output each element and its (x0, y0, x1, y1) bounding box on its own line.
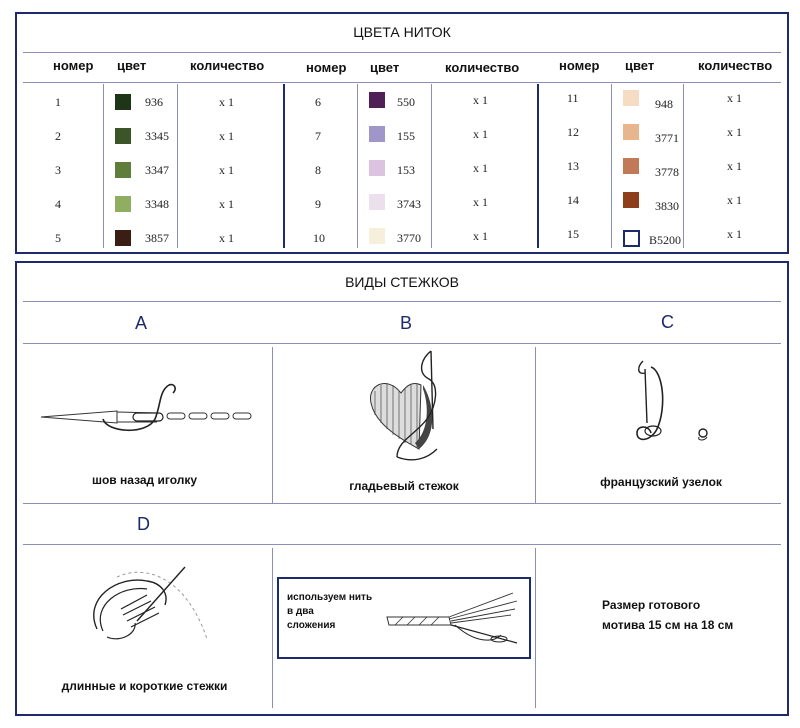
row-number: 12 (567, 125, 579, 139)
row-number: 1 (55, 95, 61, 109)
column-divider (103, 84, 104, 248)
thread-note-text (287, 591, 372, 633)
header-quantity-3: количество (698, 58, 773, 73)
row-number: 8 (315, 163, 321, 177)
color-swatch (623, 192, 639, 208)
quantity: x 1 (219, 231, 234, 245)
color-swatch (115, 196, 131, 212)
color-swatch (623, 230, 640, 247)
quantity: x 1 (473, 127, 488, 141)
quantity: x 1 (727, 193, 742, 207)
header-divider (23, 82, 781, 83)
thread-colors-table (15, 12, 789, 254)
quantity: x 1 (473, 93, 488, 107)
color-code: 155 (397, 129, 415, 143)
stitch-caption-b: гладьевый стежок (349, 479, 459, 493)
thread-note-line: сложения (287, 620, 336, 631)
stitch-caption-c: французский узелок (600, 475, 722, 489)
stitch-letter-a: A (135, 313, 148, 333)
row-number: 2 (55, 129, 61, 143)
stitch-caption-d: длинные и короткие стежки (61, 679, 228, 693)
thread-note-line: в два (287, 606, 314, 617)
column-divider (357, 84, 358, 248)
color-swatch (115, 94, 131, 110)
row-number: 3 (55, 163, 61, 177)
quantity: x 1 (473, 195, 488, 209)
title-divider (23, 52, 781, 53)
row-number: 11 (567, 91, 579, 105)
color-code: 948 (655, 97, 673, 111)
quantity: x 1 (727, 227, 742, 241)
satin-stitch-illustration (357, 345, 467, 465)
stitch-types-title: ВИДЫ СТЕЖКОВ (345, 274, 459, 290)
header-number-2: номер (306, 60, 347, 75)
quantity: x 1 (473, 229, 488, 243)
color-swatch (369, 126, 385, 142)
color-code: 3857 (145, 231, 169, 245)
stitch-letter-c: C (661, 312, 674, 332)
header-quantity-2: количество (445, 60, 520, 75)
stitch-types-panel (15, 261, 789, 716)
thread-note-line: используем нить (287, 592, 373, 603)
color-code: B5200 (649, 233, 682, 247)
color-code: 3345 (145, 129, 169, 143)
header-color-2: цвет (370, 60, 400, 75)
color-code: 3771 (655, 131, 679, 145)
row-number: 5 (55, 231, 61, 245)
color-swatch (369, 228, 385, 244)
color-code: 3770 (397, 231, 421, 245)
stitch-letter-b: B (400, 313, 413, 333)
long-short-stitch-illustration (77, 559, 227, 659)
stitch-letter-d: D (137, 514, 150, 534)
color-code: 3830 (655, 199, 679, 213)
size-note-line: Размер готового (602, 598, 701, 612)
quantity: x 1 (473, 161, 488, 175)
header-color-1: цвет (117, 58, 147, 73)
group-divider (283, 84, 285, 248)
backstitch-illustration (37, 377, 257, 437)
color-code: 3778 (655, 165, 679, 179)
header-number-1: номер (53, 58, 94, 73)
finished-size-note (602, 595, 733, 635)
color-code: 550 (397, 95, 415, 109)
row-number: 10 (313, 231, 325, 245)
color-swatch (623, 90, 639, 106)
title-divider (23, 301, 781, 302)
color-swatch (369, 92, 385, 108)
color-code: 153 (397, 163, 415, 177)
color-swatch (623, 158, 639, 174)
color-code: 936 (145, 95, 163, 109)
panel-divider (272, 548, 273, 708)
quantity: x 1 (727, 125, 742, 139)
color-swatch (115, 162, 131, 178)
quantity: x 1 (219, 163, 234, 177)
header-color-3: цвет (625, 58, 655, 73)
row-number: 15 (567, 227, 579, 241)
column-divider (611, 84, 612, 248)
color-swatch (115, 128, 131, 144)
row-divider (23, 503, 781, 504)
size-note-line: мотива 15 см на 18 см (602, 618, 734, 632)
letters-divider-2 (23, 544, 781, 545)
color-swatch (369, 160, 385, 176)
french-knot-illustration (627, 355, 727, 455)
quantity: x 1 (727, 91, 742, 105)
header-number-3: номер (559, 58, 600, 73)
color-swatch (369, 194, 385, 210)
color-swatch (115, 230, 131, 246)
color-code: 3743 (397, 197, 421, 211)
column-divider (177, 84, 178, 248)
color-swatch (623, 124, 639, 140)
stitch-caption-a: шов назад иголку (91, 473, 198, 487)
color-code: 3348 (145, 197, 169, 211)
column-divider (431, 84, 432, 248)
row-number: 6 (315, 95, 321, 109)
quantity: x 1 (727, 159, 742, 173)
row-number: 7 (315, 129, 321, 143)
thread-colors-title: ЦВЕТА НИТОК (353, 24, 451, 40)
double-thread-note (277, 577, 531, 659)
panel-divider (535, 548, 536, 708)
column-divider (683, 84, 684, 248)
color-code: 3347 (145, 163, 169, 177)
header-quantity-1: количество (190, 58, 265, 73)
letters-divider (23, 343, 781, 344)
quantity: x 1 (219, 95, 234, 109)
row-number: 13 (567, 159, 579, 173)
double-thread-needle-illustration (385, 587, 525, 651)
row-number: 9 (315, 197, 321, 211)
quantity: x 1 (219, 197, 234, 211)
row-number: 14 (567, 193, 579, 207)
quantity: x 1 (219, 129, 234, 143)
row-number: 4 (55, 197, 61, 211)
group-divider (537, 84, 539, 248)
